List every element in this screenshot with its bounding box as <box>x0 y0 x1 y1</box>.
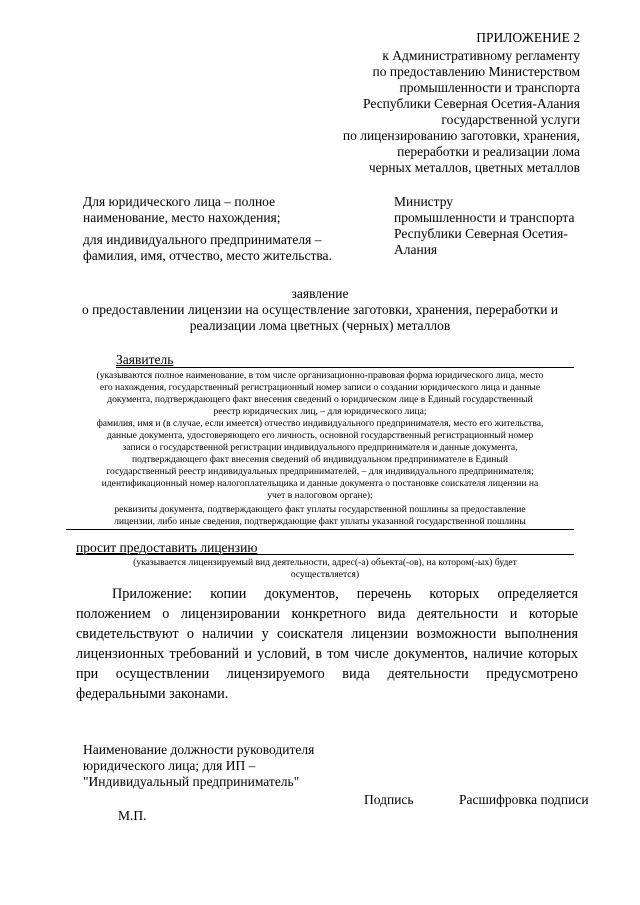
attachment-line: лицензионных требований и условий, в том числе документов, наличие которых <box>76 646 578 662</box>
applicant-hint-line: (указываются полное наименование, в том числе организационно-правовая форма юридического лица, место <box>96 370 544 381</box>
applicant-type-line: фамилия, имя, отчество, место жительства. <box>83 248 332 263</box>
addressee-line: промышленности и транспорта <box>394 210 575 225</box>
applicant-hint-underline <box>66 529 574 530</box>
attachment-line: при осуществлении лицензируемого вида деятельности предусмотрено <box>76 666 578 682</box>
addressee-line: Министру <box>394 194 454 209</box>
applicant-type-line: Для юридического лица – полное <box>83 194 276 209</box>
attachment-line: Приложение: копии документов, перечень которых определяется <box>112 586 578 602</box>
applicant-hint-line: документа, подтверждающего факт внесения сведений о юридическом лице в Единый государственный <box>107 394 533 405</box>
applicant-hint-line: подтверждающего факт внесения сведений об индивидуальном предпринимателе в Единый <box>131 454 508 465</box>
attachment-line: федеральными законами. <box>76 686 229 702</box>
applicant-hint-line: государственный реестр индивидуальных предпринимателей, – для индивидуального предпринимателя; <box>106 466 534 477</box>
statement-title: заявление <box>291 286 349 301</box>
signature-label: Подпись <box>364 792 414 807</box>
applicant-type-line: для индивидуального предпринимателя – <box>83 232 322 247</box>
appendix-line: переработки и реализации лома <box>397 144 580 159</box>
applicant-hint-line: данные документа, удостоверяющего его личность, основной государственный регистрационный номер <box>106 430 534 441</box>
request-hint-line: осуществляется) <box>290 569 360 580</box>
statement-subtitle: реализации лома цветных (черных) металлов <box>189 318 451 333</box>
appendix-line: промышленности и транспорта <box>399 80 580 95</box>
applicant-hint-line: реестр юридических лиц, – для юридического лица; <box>213 406 427 417</box>
attachment-line: свидетельствуют о наличии у соискателя лицензии возможности выполнения <box>76 626 578 642</box>
appendix-line: по лицензированию заготовки, хранения, <box>342 128 580 143</box>
request-underline <box>76 554 574 555</box>
attachment-line: положением о лицензировании конкретного вида деятельности и которые <box>76 606 578 622</box>
position-line: юридического лица; для ИП – <box>83 758 256 773</box>
applicant-hint-line: записи о государственной регистрации индивидуального предпринимателя и данные документа, <box>122 442 518 453</box>
signature-decode-label: Расшифровка подписи <box>459 792 589 807</box>
stamp-label: М.П. <box>118 808 147 823</box>
request-label: просит предоставить лицензию <box>76 540 258 555</box>
statement-subtitle: о предоставлении лицензии на осуществление заготовки, хранения, переработки и <box>81 302 559 317</box>
appendix-title: ПРИЛОЖЕНИЕ 2 <box>476 30 580 45</box>
applicant-hint-line: лицензии, либо иные сведения, подтверждающие факт уплаты указанной государственной пошлины <box>114 516 526 527</box>
applicant-hint-line: фамилия, имя и (в случае, если имеется) отчество индивидуального предпринимателя, место его жительства, <box>96 418 544 429</box>
addressee-line: Алания <box>394 242 438 257</box>
position-line: "Индивидуальный предприниматель" <box>83 774 300 789</box>
applicant-label: Заявитель <box>116 352 174 367</box>
applicant-underline <box>116 367 574 368</box>
applicant-hint-line: учет в налоговом органе); <box>267 490 373 501</box>
applicant-hint-line: идентификационный номер налогоплательщика и данные документа о постановке соискателя лицензии на <box>101 478 539 489</box>
applicant-type-line: наименование, место нахождения; <box>83 210 281 225</box>
appendix-line: к Административному регламенту <box>382 48 580 63</box>
appendix-line: черных металлов, цветных металлов <box>368 160 580 175</box>
applicant-hint-line: его нахождения, государственный регистрационный номер записи о создании юридического лица и данные <box>99 382 541 393</box>
appendix-line: Республики Северная Осетия-Алания <box>363 96 580 111</box>
position-line: Наименование должности руководителя <box>83 742 315 757</box>
request-hint-line: (указывается лицензируемый вид деятельности, адрес(-а) объекта(-ов), на котором(-ых) будет <box>133 557 517 568</box>
appendix-line: по предоставлению Министерством <box>372 64 580 79</box>
applicant-hint-line: реквизиты документа, подтверждающего факт уплаты государственной пошлины за предоставление <box>114 504 526 515</box>
appendix-line: государственной услуги <box>441 112 580 127</box>
addressee-line: Республики Северная Осетия- <box>394 226 568 241</box>
